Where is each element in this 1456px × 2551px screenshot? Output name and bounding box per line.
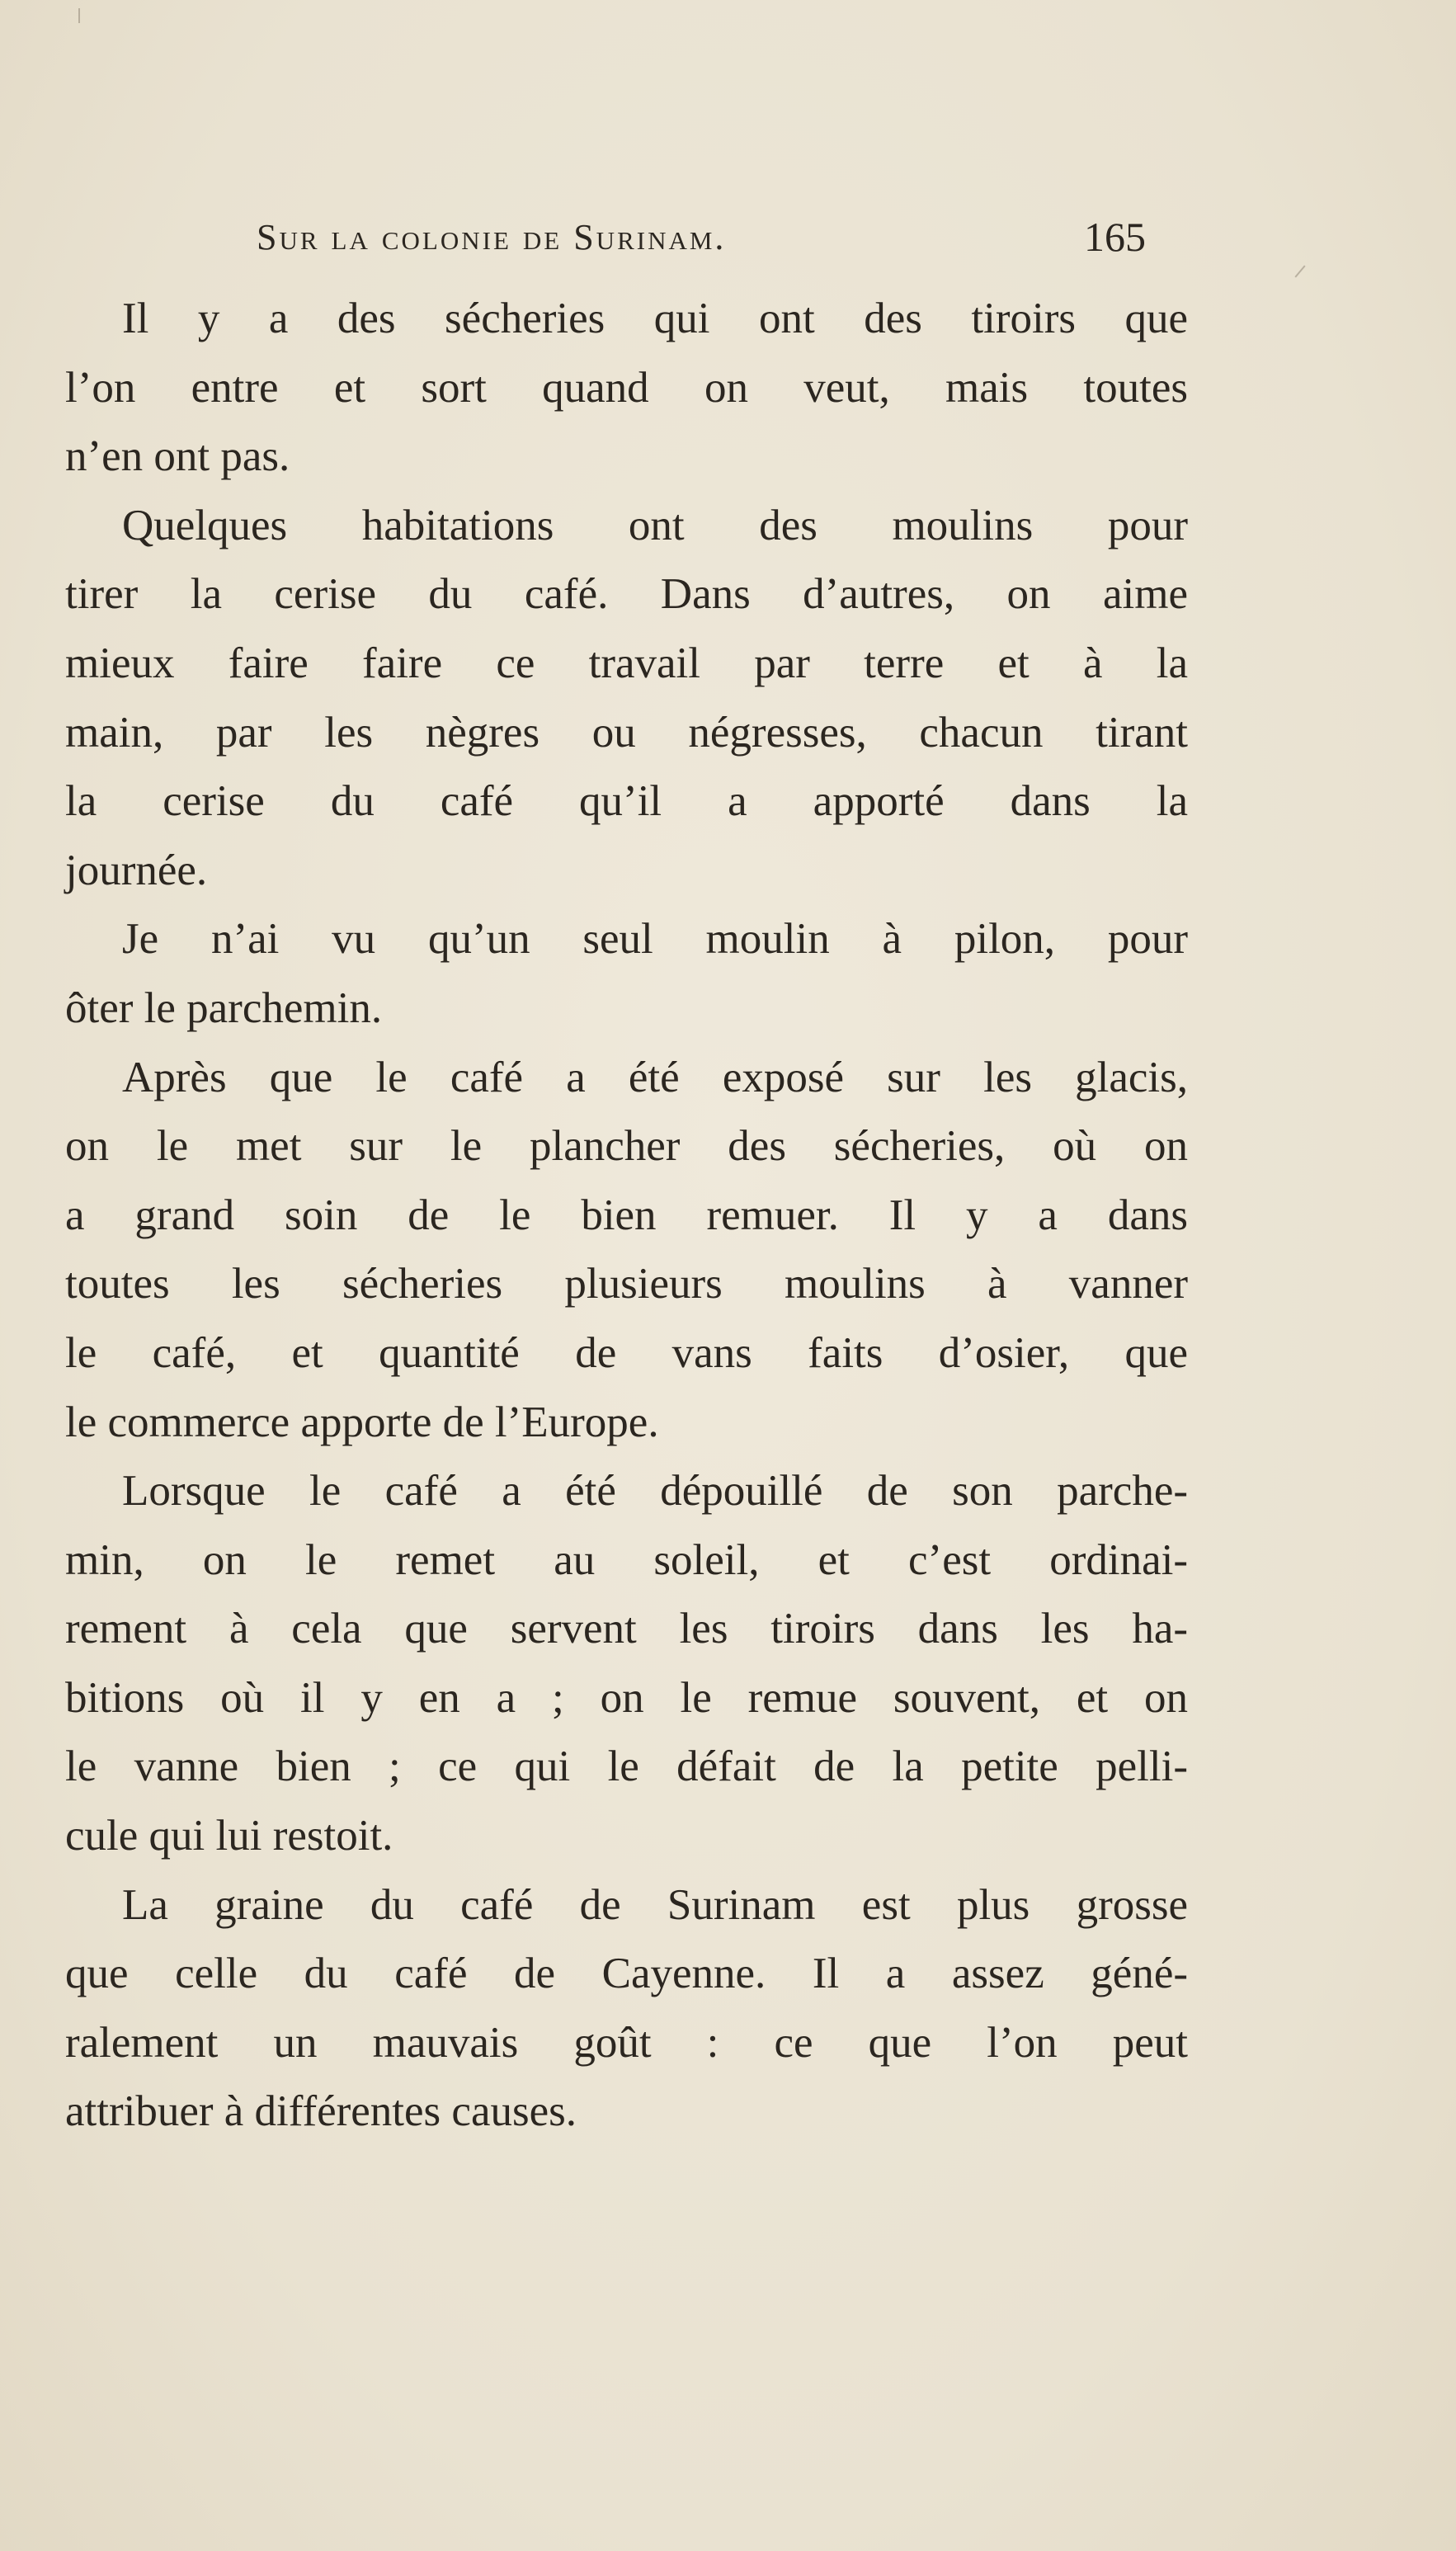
paragraph — [65, 905, 1188, 1043]
page-number: 165 — [1084, 214, 1146, 260]
text-line: l’on entre et sort quand on veut, mais toutes — [65, 363, 1188, 412]
text-line: on le met sur le plancher des sécheries, où on — [65, 1122, 1188, 1171]
text-line: min, on le remet au soleil, et c’est ordinai- — [65, 1535, 1188, 1584]
paper-speck — [1294, 265, 1305, 277]
paragraph — [65, 1044, 1188, 1458]
text-line: journée. — [65, 846, 208, 894]
text-line: main, par les nègres ou négresses, chacun tirant — [65, 708, 1188, 757]
paragraph — [65, 1457, 1188, 1871]
text-line: rement à cela que servent les tiroirs dans les ha- — [65, 1605, 1188, 1653]
text-line: que celle du café de Cayenne. Il a assez géné- — [65, 1950, 1188, 1998]
text-line: a grand soin de le bien remuer. Il y a dans — [65, 1191, 1188, 1239]
text-line: ralement un mauvais goût : ce que l’on peut — [65, 2018, 1188, 2067]
paragraph — [65, 492, 1188, 906]
text-line: n’en ont pas. — [65, 432, 290, 481]
text-line: Il y a des sécheries qui ont des tiroirs que — [122, 295, 1188, 342]
paragraph — [65, 285, 1188, 492]
text-line: cule qui lui restoit. — [65, 1812, 393, 1860]
text-line: bitions où il y en a ; on le remue souvent, et on — [65, 1673, 1188, 1722]
text-line: la cerise du café qu’il a apporté dans la — [65, 777, 1188, 826]
text-line: tirer la cerise du café. Dans d’autres, on aime — [65, 570, 1188, 619]
text-line: Quelques habitations ont des moulins pour — [122, 501, 1188, 549]
text-line: toutes les sécheries plusieurs moulins à vanner — [65, 1260, 1188, 1309]
text-line: le commerce apporte de l’Europe. — [65, 1398, 659, 1446]
text-line: attribuer à différentes causes. — [65, 2087, 577, 2136]
text-line: le vanne bien ; ce qui le défait de la petite pelli- — [65, 1742, 1188, 1791]
text-line: La graine du café de Surinam est plus grosse — [122, 1880, 1188, 1929]
text-line: le café, et quantité de vans faits d’osier, que — [65, 1328, 1188, 1377]
text-line: ôter le parchemin. — [65, 983, 383, 1032]
text-line: Je n’ai vu qu’un seul moulin à pilon, pour — [122, 915, 1188, 964]
paragraph — [65, 1871, 1188, 2147]
page-body-text — [65, 285, 1188, 2147]
text-line: Après que le café a été exposé sur les glacis, — [122, 1053, 1188, 1101]
running-title: Sur la colonie de Surinam. — [257, 217, 727, 257]
paper-speck — [78, 8, 80, 23]
page-header — [257, 216, 1146, 266]
text-line: Lorsque le café a été dépouillé de son parche- — [122, 1467, 1188, 1516]
text-line: mieux faire faire ce travail par terre et à la — [65, 639, 1188, 687]
